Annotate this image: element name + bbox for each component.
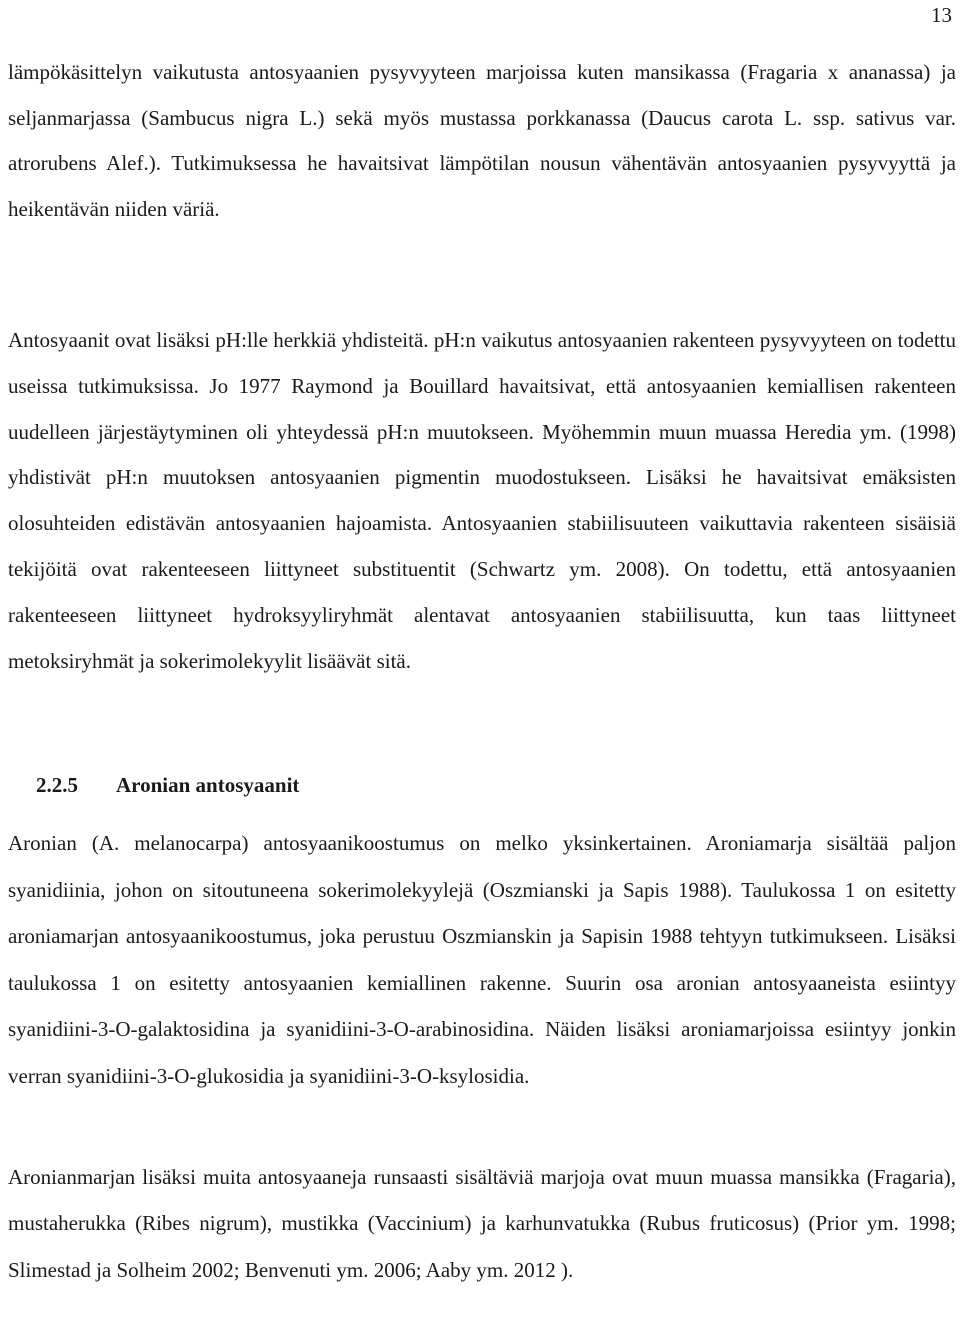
paragraph-aronia-composition: Aronian (A. melanocarpa) antosyaanikoostumus on melko yksinkertainen. Aroniamarja sisältää paljon syanidiinia, johon on sitoutuneena sokerimolekyylejä (Oszmianski ja Sapis 1988). Taulukossa 1 on esitetty aroniamarjan antosyaanikoostumus, joka perustuu Oszmianskin ja Sapisin 1988 tehtyyn tutkimukseen. Lisäksi taulukossa 1 on esitetty antosyaanien kemiallinen rakenne. Suurin osa aronian antosyaaneista esiintyy syanidiini-3-O-galaktosidina ja syanidiini-3-O-arabinosidina. Näiden lisäksi aroniamarjoissa esiintyy jonkin verran syanidiini-3-O-glukosidia ja syanidiini-3-O-ksylosidia. <box>8 831 956 1088</box>
page-number: 13 <box>931 3 952 27</box>
paragraph-ph-sensitivity: Antosyaanit ovat lisäksi pH:lle herkkiä yhdisteitä. pH:n vaikutus antosyaanien rakenteen pysyvyyteen on todettu useissa tutkimuksissa. Jo 1977 Raymond ja Bouillard havaitsivat, että antosyaanien kemiallisen rakenteen uudelleen järjestäytyminen oli yhteydessä pH:n muutokseen. Myöhemmin muun muassa Heredia ym. (1998) yhdistivät pH:n muutoksen antosyaanien pigmentin muodostukseen. Lisäksi he havaitsivat emäksisten olosuhteiden edistävän antosyaanien hajoamista. Antosyaanien stabiilisuuteen vaikuttavia rakenteen sisäisiä tekijöitä ovat rakenteeseen liittyneet substituentit (Schwartz ym. 2008). On todettu, että antosyaanien rakenteeseen liittyneet hydroksyyliryhmät alentavat antosyaanien stabiilisuutta, kun taas liittyneet metoksiryhmät ja sokerimolekyylit lisäävät sitä. <box>8 328 956 673</box>
section-heading <box>36 765 299 805</box>
paragraph-other-berries: Aronianmarjan lisäksi muita antosyaaneja runsaasti sisältäviä marjoja ovat muun muassa mansikka (Fragaria), mustaherukka (Ribes nigrum), mustikka (Vaccinium) ja karhunvatukka (Rubus fruticosus) (Prior ym. 1998; Slimestad ja Solheim 2002; Benvenuti ym. 2006; Aaby ym. 2012 ). <box>8 1165 956 1282</box>
section-title: Aronian antosyaanit <box>116 773 300 797</box>
section-number: 2.2.5 <box>36 773 78 797</box>
paragraph-heat-treatment: lämpökäsittelyn vaikutusta antosyaanien pysyvyyteen marjoissa kuten mansikassa (Fragaria x ananassa) ja seljanmarjassa (Sambucus nigra L.) sekä myös mustassa porkkanassa (Daucus carota L. ssp. sativus var. atrorubens Alef.). Tutkimuksessa he havaitsivat lämpötilan nousun vähentävän antosyaanien pysyvyyttä ja heikentävän niiden väriä. <box>8 60 956 221</box>
